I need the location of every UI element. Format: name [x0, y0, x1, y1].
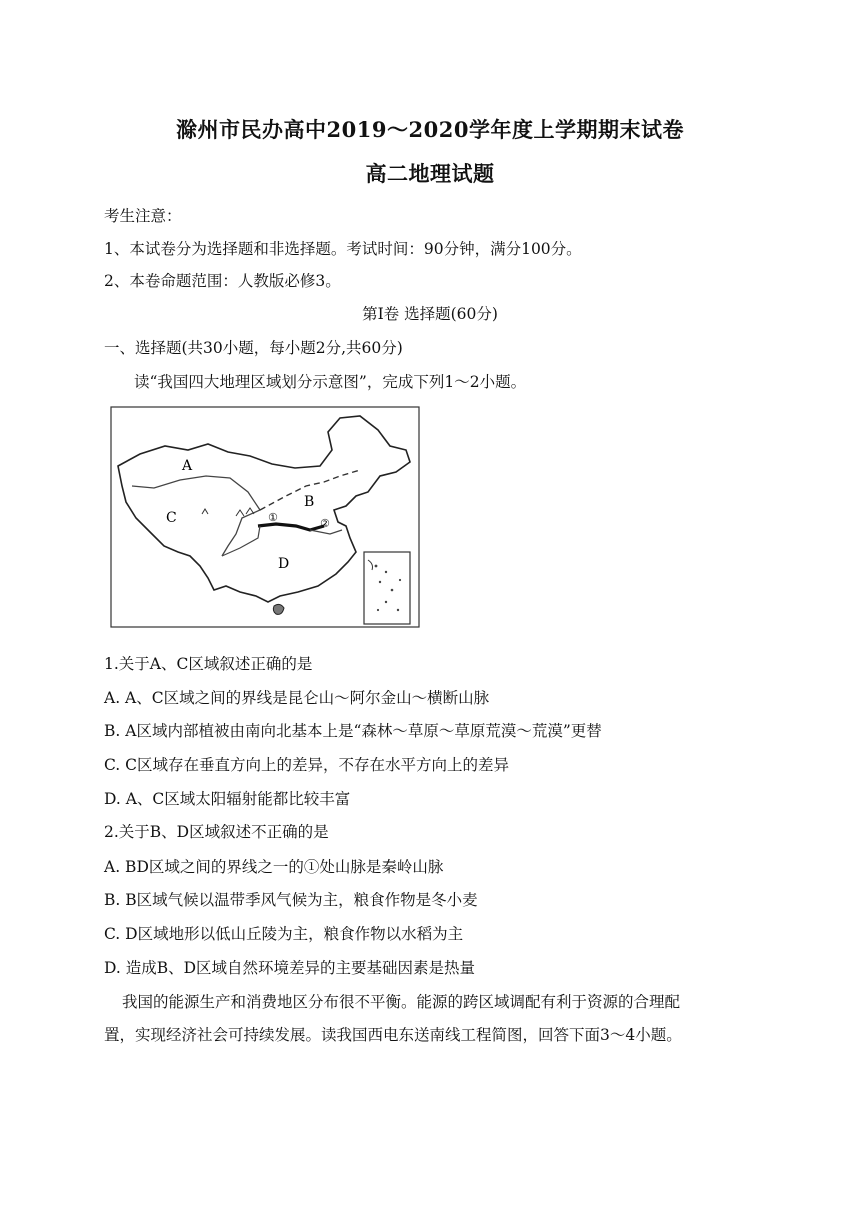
q2-stem: 2.关于B、D区域叙述不正确的是: [104, 823, 329, 841]
q2-option-b: B. B区域气候以温带季风气候为主，粮食作物是冬小麦: [104, 891, 478, 909]
boundary-b-d: [258, 524, 324, 530]
part-heading: 第I卷 选择题(60分): [362, 305, 498, 323]
q2-option-a: A. BD区域之间的界线之一的①处山脉是秦岭山脉: [104, 858, 444, 876]
map-frame: [111, 407, 419, 627]
map-label-a: A: [182, 458, 193, 474]
map-marker-1: ①: [268, 511, 278, 524]
q1-option-d: D. A、C区域太阳辐射能都比较丰富: [104, 790, 351, 808]
map-label-b: B: [304, 494, 315, 510]
exam-subtitle: 高二地理试题: [365, 161, 495, 186]
question-intro-1: 读“我国四大地理区域划分示意图”，完成下列1～2小题。: [134, 373, 527, 391]
exam-title: 滁州市民办高中2019～2020学年度上学期期末试卷: [176, 117, 684, 142]
question-intro-2-line-1: 我国的能源生产和消费地区分布很不平衡。能源的跨区域调配有利于资源的合理配: [122, 993, 681, 1011]
boundary-a-c: [132, 476, 260, 556]
boundary-c-d: [222, 526, 260, 556]
map-drawing: [110, 406, 420, 628]
notice-item-1: 1、本试卷分为选择题和非选择题。考试时间：90分钟，满分100分。: [104, 240, 582, 258]
notice-heading: 考生注意：: [104, 207, 182, 225]
china-regions-map: [110, 406, 420, 628]
q1-option-c: C. C区域存在垂直方向上的差异，不存在水平方向上的差异: [104, 756, 510, 774]
map-label-c: C: [166, 510, 177, 526]
hainan-island: [273, 604, 284, 614]
map-label-d: D: [278, 556, 290, 572]
china-outline: [118, 416, 410, 602]
q1-option-b: B. A区域内部植被由南向北基本上是“森林～草原～草原荒漠～荒漠”更替: [104, 722, 602, 740]
question-intro-2-line-2: 置，实现经济社会可持续发展。读我国西电东送南线工程简图，回答下面3～4小题。: [104, 1026, 682, 1044]
map-marker-2: ②: [320, 517, 330, 530]
q1-stem: 1.关于A、C区域叙述正确的是: [104, 655, 313, 673]
q1-option-a: A. A、C区域之间的界线是昆仑山～阿尔金山～横断山脉: [104, 689, 490, 707]
q2-option-d: D. 造成B、D区域自然环境差异的主要基础因素是热量: [104, 959, 476, 977]
notice-item-2: 2、本卷命题范围：人教版必修3。: [104, 272, 341, 290]
section-heading: 一、选择题(共30小题，每小题2分,共60分): [104, 339, 403, 357]
inset-islands: [375, 565, 402, 612]
q2-option-c: C. D区域地形以低山丘陵为主，粮食作物以水稻为主: [104, 925, 464, 943]
